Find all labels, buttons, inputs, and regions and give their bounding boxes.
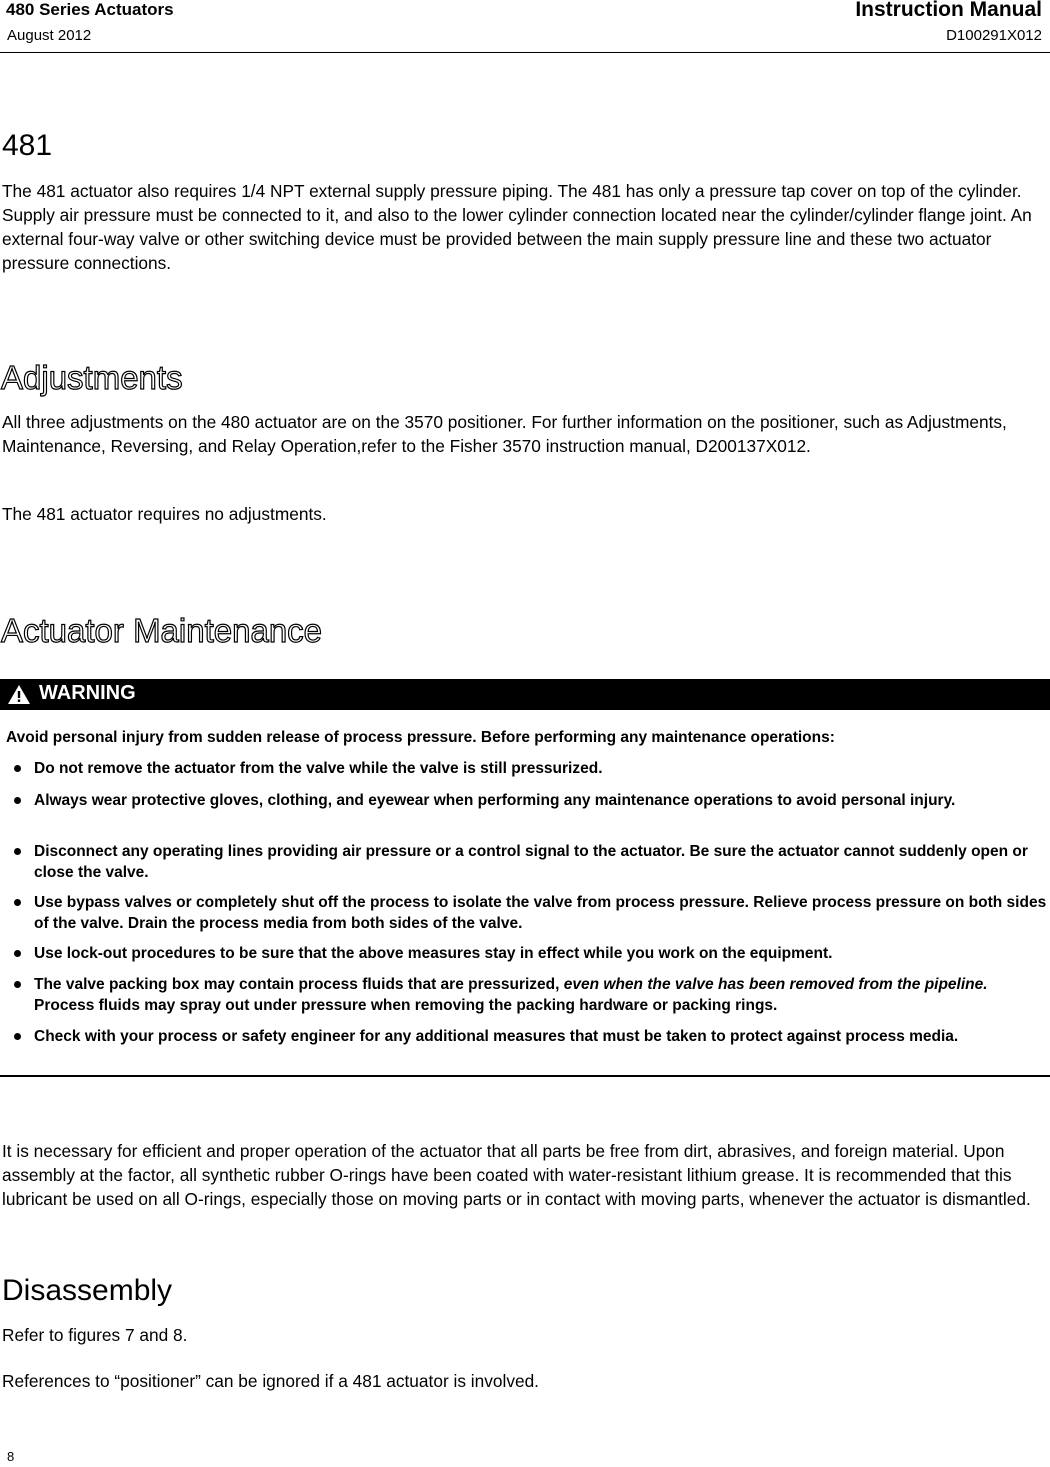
page-number: 8 <box>7 1449 15 1464</box>
bullet-dot <box>14 981 21 988</box>
warning-banner <box>0 679 1050 710</box>
header-manual-title: Instruction Manual <box>855 0 1042 21</box>
bullet-dot <box>14 950 21 957</box>
bullet-dot <box>14 899 21 906</box>
header-divider <box>0 52 1050 53</box>
warning-triangle-icon <box>7 684 31 705</box>
bullet-dot <box>14 797 21 804</box>
warning-label: WARNING <box>39 682 136 704</box>
disassembly-title: Disassembly <box>2 1274 173 1307</box>
maintenance-body: It is necessary for efficient and proper operation of the actuator that all parts be free from dirt, abrasives, and foreign material. Upon assembly at the factor, all synthetic rubber O-rings have been coated with water-resistant lithium grease. It is recommended that this lubricant be used on all O-rings, especially those on moving parts or in contact with moving parts, whenever the actuator is dismantled. <box>2 1141 1031 1209</box>
adjustments-body-2: The 481 actuator requires no adjustments. <box>2 504 327 524</box>
disassembly-body-1: Refer to figures 7 and 8. <box>2 1325 188 1345</box>
section-481-body: The 481 actuator also requires 1/4 NPT external supply pressure piping. The 481 has only a pressure tap cover on top of the cylinder. Supply air pressure must be connected to it, and also to the lower cylinder connection located near the cylinder/cylinder flange joint. An external four-way valve or other switching device must be provided between the main supply pressure line and these two actuator pressure connections. <box>2 181 1032 273</box>
section-481-title: 481 <box>2 129 53 162</box>
header-doc-number: D100291X012 <box>946 27 1042 44</box>
bullet-dot <box>14 848 21 855</box>
bullet-dot <box>14 765 21 772</box>
warning-intro: Avoid personal injury from sudden release of process pressure. Before performing any maintenance operations: <box>6 729 835 746</box>
disassembly-body-2: References to “positioner” can be ignored if a 481 actuator is involved. <box>2 1371 539 1391</box>
warning-bottom-rule <box>0 1075 1050 1077</box>
maintenance-heading: Actuator Maintenance <box>1 612 323 649</box>
header-series: 480 Series Actuators <box>6 0 174 19</box>
adjustments-body-1: All three adjustments on the 480 actuator are on the 3570 positioner. For further information on the positioner, such as Adjustments, Maintenance, Reversing, and Relay Operation,refer to the Fisher 3570 instruction manual, D200137X012. <box>2 412 1007 456</box>
adjustments-heading: Adjustments <box>1 359 183 396</box>
header-date: August 2012 <box>7 27 92 44</box>
bullet-dot <box>14 1033 21 1040</box>
